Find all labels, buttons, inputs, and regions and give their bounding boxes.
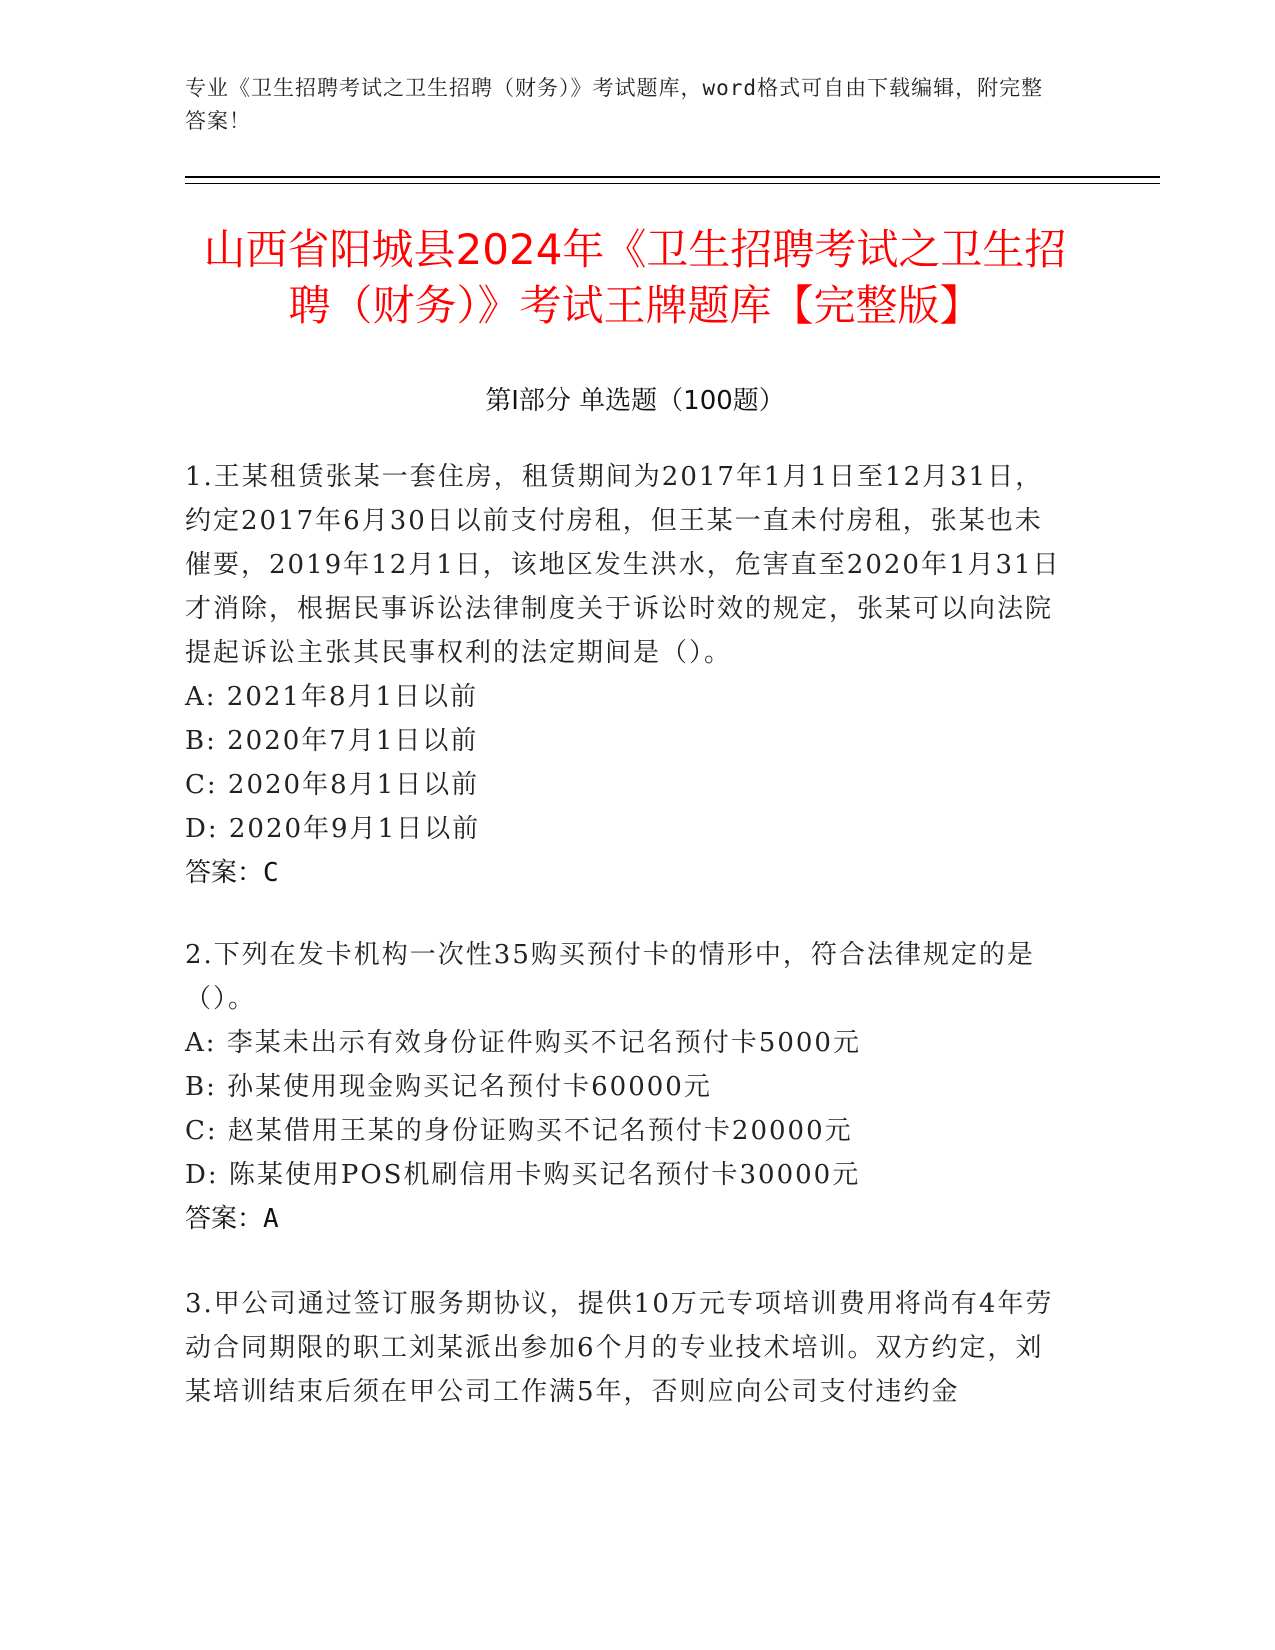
option-b: B: 孙某使用现金购买记名预付卡60000元 [185,1072,712,1102]
question-3 [185,1282,1065,1414]
answer-label: 答案： [185,858,264,888]
answer-label: 答案： [185,1204,264,1234]
option-c: C: 2020年8月1日以前 [185,770,480,800]
header-note: 专业《卫生招聘考试之卫生招聘（财务）》考试题库，word格式可自由下载编辑，附完整答案！ [185,76,1044,133]
option-b: B: 2020年7月1日以前 [185,726,479,756]
header-rule-thick [185,176,1160,178]
option-d: D: 陈某使用POS机刷信用卡购买记名预付卡30000元 [185,1160,861,1190]
answer-line [185,1197,1065,1241]
question-2 [185,933,1065,1241]
section-heading: 第I部分 单选题（100题） [485,386,785,416]
question-text: 1.王某租赁张某一套住房，租赁期间为2017年1月1日至12月31日，约定2017年6月30日以前支付房租，但王某一直未付房租，张某也未催要，2019年12月1日，该地区发生洪水，危害直至2020年1月31日才消除，根据民事诉讼法律制度关于诉讼时效的规定，张某可以向法院提起诉讼主张其民事权利的法定期间是（）。 [185,462,1061,668]
option-a: A: 2021年8月1日以前 [185,682,479,712]
question-text: 2.下列在发卡机构一次性35购买预付卡的情形中，符合法律规定的是（）。 [185,940,1035,1014]
question-1 [185,455,1065,895]
answer-value: C [263,858,279,888]
option-a: A: 李某未出示有效身份证件购买不记名预付卡5000元 [185,1028,861,1058]
answer-value: A [263,1204,279,1234]
option-d: D: 2020年9月1日以前 [185,814,481,844]
option-c: C: 赵某借用王某的身份证购买不记名预付卡20000元 [185,1116,853,1146]
answer-line [185,851,1065,895]
document-title: 山西省阳城县2024年《卫生招聘考试之卫生招聘（财务）》考试王牌题库【完整版】 [203,225,1067,330]
header-rule-thin [185,183,1160,184]
question-text: 3.甲公司通过签订服务期协议，提供10万元专项培训费用将尚有4年劳动合同期限的职工刘某派出参加6个月的专业技术培训。双方约定，刘某培训结束后须在甲公司工作满5年，否则应向公司支付违约金 [185,1289,1054,1407]
